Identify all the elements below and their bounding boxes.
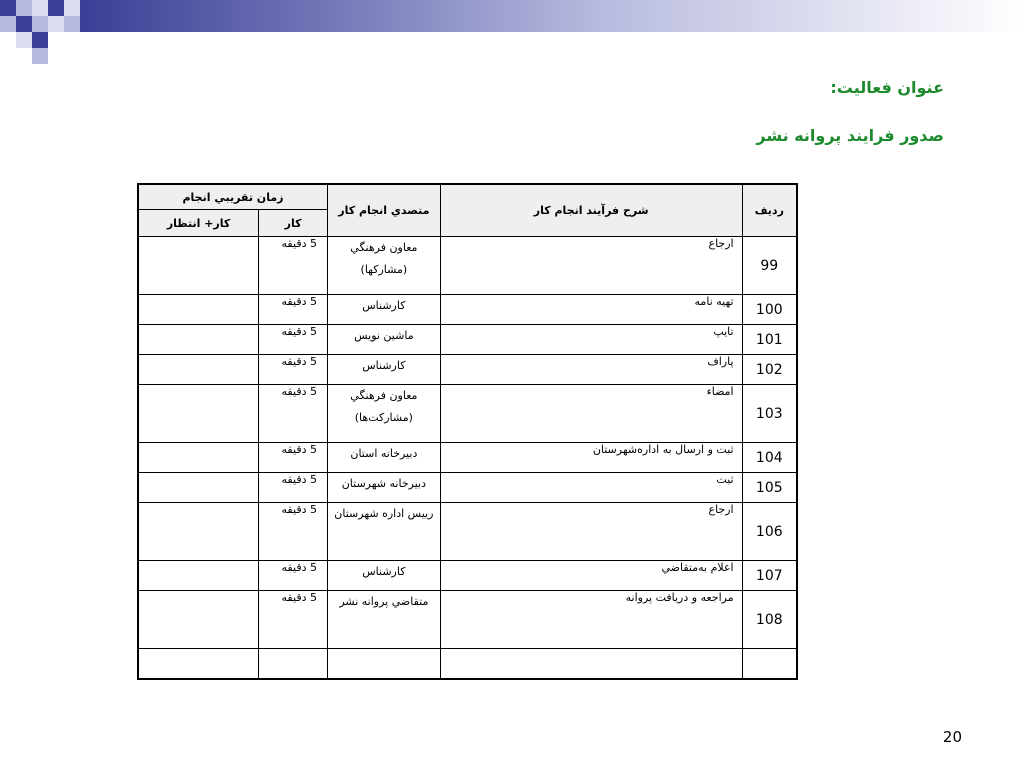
row-number: 101 xyxy=(742,325,797,355)
row-description: ثبت و ارسال به اداره‌شهرستان xyxy=(440,443,742,473)
table-row xyxy=(138,385,797,443)
row-time-wait xyxy=(138,473,259,503)
slide-decoration xyxy=(0,0,80,64)
row-responsible: دبيرخانه استان xyxy=(327,443,440,473)
slide-subtitle: صدور فرايند پروانه نشر xyxy=(756,126,944,145)
row-time-wait xyxy=(138,561,259,591)
row-time: 5 دقيقه xyxy=(259,325,328,355)
row-time: 5 دقيقه xyxy=(259,503,328,561)
row-time-wait xyxy=(138,295,259,325)
row-time-wait xyxy=(138,649,259,680)
row-description: امضاء xyxy=(440,385,742,443)
table-row xyxy=(138,237,797,295)
row-time-wait xyxy=(138,503,259,561)
table-row xyxy=(138,355,797,385)
row-description: تهيه نامه xyxy=(440,295,742,325)
row-description: مراجعه و دريافت پروانه xyxy=(440,591,742,649)
table-row xyxy=(138,561,797,591)
row-time: 5 دقيقه xyxy=(259,443,328,473)
row-time: 5 دقيقه xyxy=(259,473,328,503)
row-time xyxy=(259,649,328,680)
slide-title: عنوان فعاليت: xyxy=(830,78,944,97)
process-table xyxy=(137,183,798,680)
row-number: 104 xyxy=(742,443,797,473)
table-row xyxy=(138,591,797,649)
row-responsible: معاون فرهنگي (مشاركت‌ها) xyxy=(327,385,440,443)
row-time: 5 دقيقه xyxy=(259,561,328,591)
header-time-work-wait: كار+ انتظار xyxy=(138,210,259,237)
table-row xyxy=(138,325,797,355)
row-responsible: دبيرخانه شهرستان xyxy=(327,473,440,503)
row-time-wait xyxy=(138,325,259,355)
row-number: 102 xyxy=(742,355,797,385)
row-time: 5 دقيقه xyxy=(259,237,328,295)
header-row-no: رديف xyxy=(742,184,797,237)
header-responsible: متصدي انجام كار xyxy=(327,184,440,237)
row-time-wait xyxy=(138,443,259,473)
row-number: 99 xyxy=(742,237,797,295)
row-number: 100 xyxy=(742,295,797,325)
table-row xyxy=(138,443,797,473)
row-responsible xyxy=(327,649,440,680)
table-row xyxy=(138,473,797,503)
row-responsible: كارشناس xyxy=(327,561,440,591)
row-time-wait xyxy=(138,355,259,385)
row-description xyxy=(440,649,742,680)
row-responsible: رييس اداره شهرستان xyxy=(327,503,440,561)
row-description: ثبت xyxy=(440,473,742,503)
row-number xyxy=(742,649,797,680)
row-description: ارجاع xyxy=(440,503,742,561)
row-responsible: ماشين نويس xyxy=(327,325,440,355)
row-time-wait xyxy=(138,237,259,295)
header-gradient-bar xyxy=(80,0,1024,32)
header-description: شرح فرآيند انجام كار xyxy=(440,184,742,237)
row-number: 108 xyxy=(742,591,797,649)
row-time: 5 دقيقه xyxy=(259,355,328,385)
row-time: 5 دقيقه xyxy=(259,295,328,325)
row-responsible: متقاضي پروانه نشر xyxy=(327,591,440,649)
page-number: 20 xyxy=(942,728,962,746)
header-time-work: كار xyxy=(259,210,328,237)
row-number: 106 xyxy=(742,503,797,561)
row-number: 103 xyxy=(742,385,797,443)
table-row xyxy=(138,295,797,325)
row-responsible: معاون فرهنگي (مشاركها) xyxy=(327,237,440,295)
table-row xyxy=(138,503,797,561)
row-responsible: كارشناس xyxy=(327,355,440,385)
row-time-wait xyxy=(138,385,259,443)
row-time-wait xyxy=(138,591,259,649)
row-description: ارجاع xyxy=(440,237,742,295)
row-time: 5 دقيقه xyxy=(259,385,328,443)
row-number: 107 xyxy=(742,561,797,591)
row-responsible: كارشناس xyxy=(327,295,440,325)
header-time-group: زمان تقريبي انجام xyxy=(138,184,327,210)
table-row xyxy=(138,649,797,680)
row-description: اعلام به‌متقاضي xyxy=(440,561,742,591)
row-time: 5 دقيقه xyxy=(259,591,328,649)
row-description: تايپ xyxy=(440,325,742,355)
row-number: 105 xyxy=(742,473,797,503)
row-description: پاراف xyxy=(440,355,742,385)
